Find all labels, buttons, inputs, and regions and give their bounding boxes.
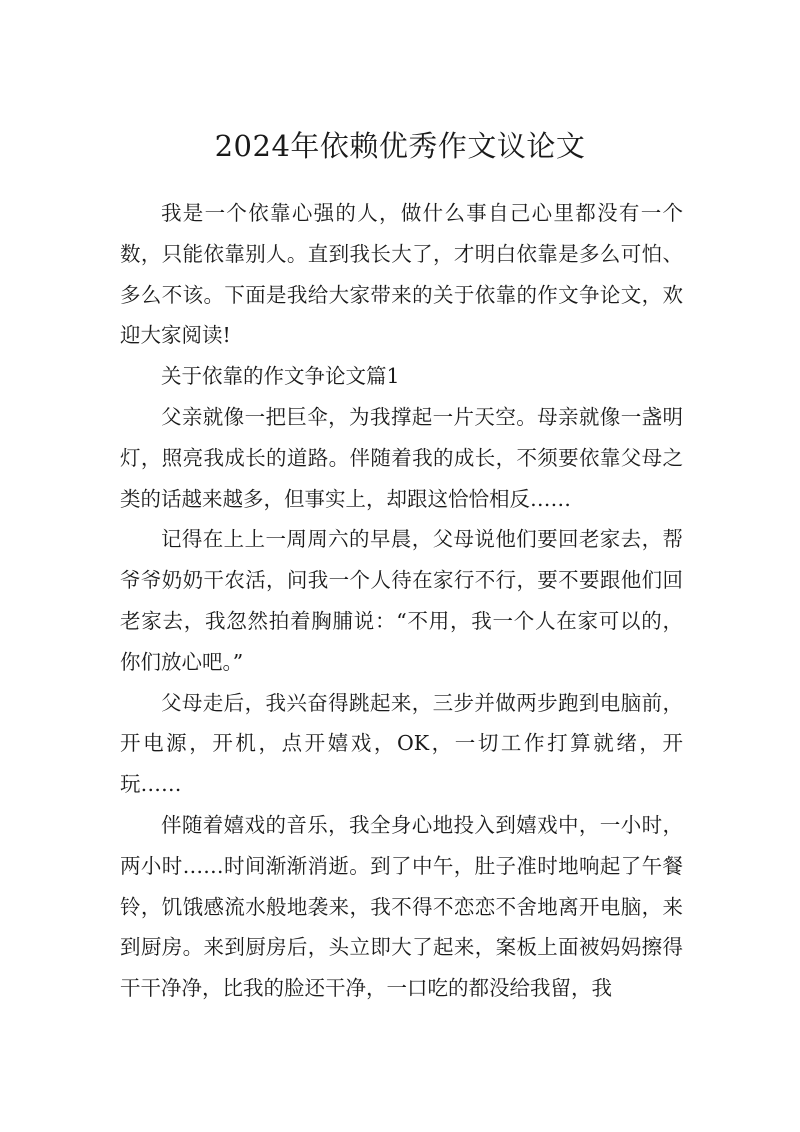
section-heading: 关于依靠的作文争论文篇1 [161,364,400,389]
paragraph: 记得在上上一周周六的早晨，父母说他们要回老家去，帮爷爷奶奶干农活，问我一个人待在家行不行，要不要跟他们回老家去，我忽然拍着胸脯说：“不用，我一个人在家可以的，你们放心吧。” [120,527,683,674]
paragraph: 父亲就像一把巨伞，为我撑起一片天空。母亲就像一盏明灯，照亮我成长的道路。伴随着我的成长，不须要依靠父母之类的话越来越多，但事实上，却跟这恰恰相反…… [120,404,683,511]
document-body [120,193,683,1009]
paragraph-intro: 我是一个依靠心强的人，做什么事自己心里都没有一个数，只能依靠别人。直到我长大了，才明白依靠是多么可怕、多么不该。下面是我给大家带来的关于依靠的作文争论文，欢迎大家阅读! [120,201,683,348]
paragraph: 伴随着嬉戏的音乐，我全身心地投入到嬉戏中，一小时，两小时……时间渐渐消逝。到了中午，肚子准时地响起了午餐铃，饥饿感流水般地袭来，我不得不恋恋不舍地离开电脑，来到厨房。来到厨房后，头立即大了起来，案板上面被妈妈擦得干干净净，比我的脸还干净，一口吃的都没给我留，我 [120,812,683,1001]
paragraph: 父母走后，我兴奋得跳起来，三步并做两步跑到电脑前，开电源，开机，点开嬉戏，OK，一切工作打算就绪，开玩…… [120,690,683,797]
document-title: 2024年依赖优秀作文议论文 [214,129,586,163]
